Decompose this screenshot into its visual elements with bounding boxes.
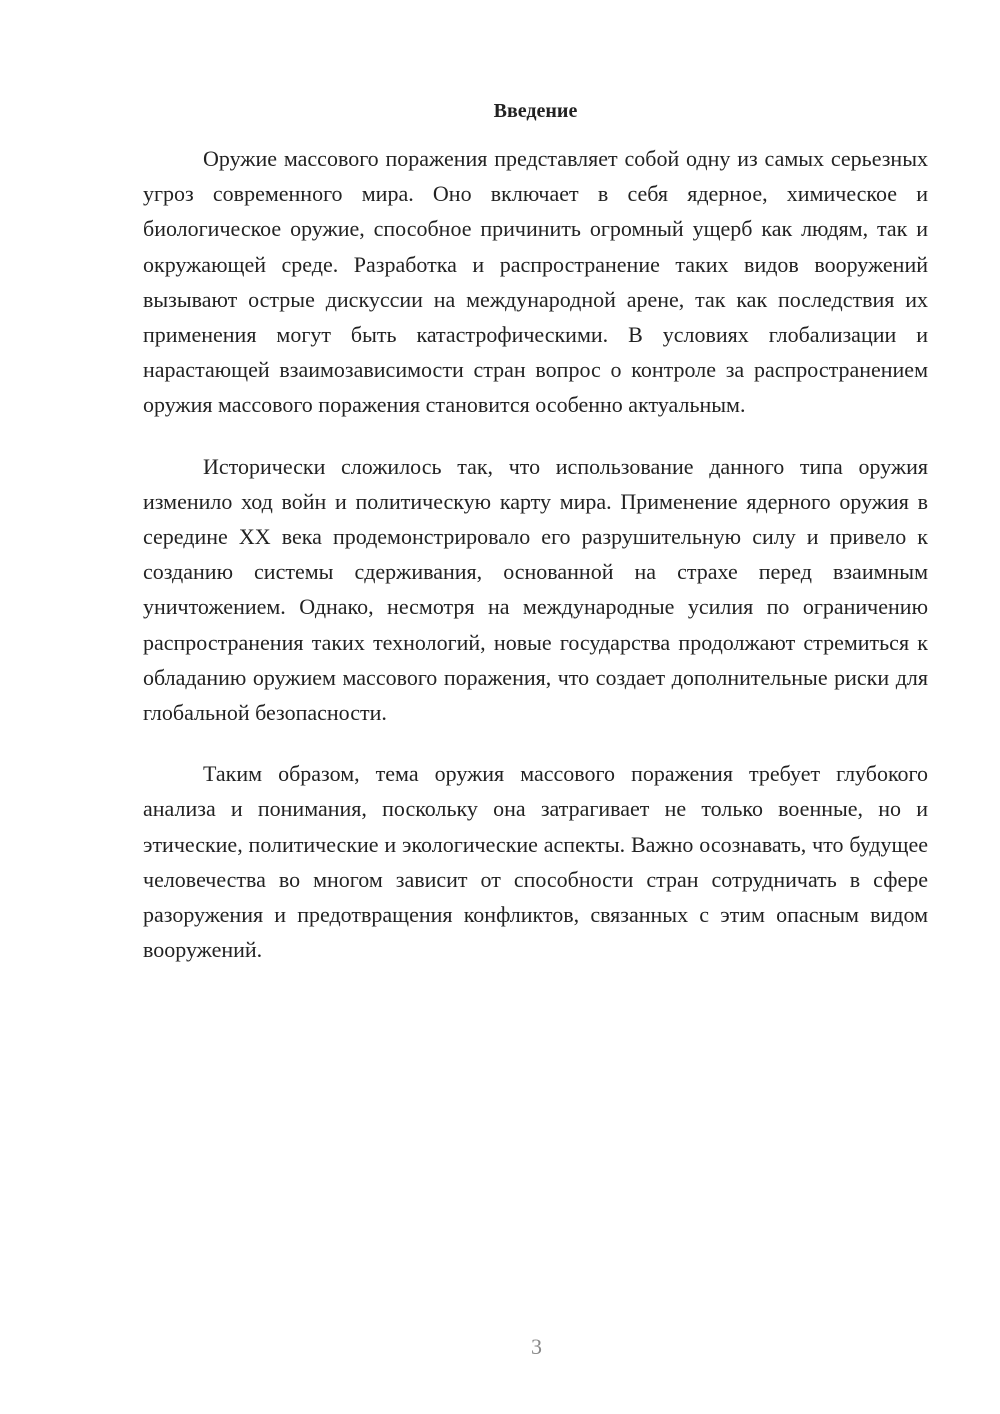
paragraph-1: Оружие массового поражения представляет собой одну из самых серьезных угроз современного мира. Оно включает в себя ядерное, химическое и биологическое оружие, способное причинить огромный ущерб как людям, так и окружающей среде. Разработка и распространение таких видов вооружений вызывают острые дискуссии на международной арене, так как последствия их применения могут быть катастрофическими. В условиях глобализации и нарастающей взаимозависимости стран вопрос о контроле за распространением оружия массового поражения становится особенно актуальным. xyxy=(143,146,928,418)
paragraph-2: Исторически сложилось так, что использование данного типа оружия изменило ход войн и политическую карту мира. Применение ядерного оружия в середине XX века продемонстрировало его разрушительную силу и привело к созданию системы сдерживания, основанной на страхе перед взаимным уничтожением. Однако, несмотря на международные усилия по ограничению распространения таких технологий, новые государства продолжают стремиться к обладанию оружием массового поражения, что создает дополнительные риски для глобальной безопасности. xyxy=(143,453,928,726)
section-heading: Введение xyxy=(493,100,578,122)
page-content xyxy=(143,97,928,993)
page-number: 3 xyxy=(531,1334,542,1359)
paragraph-3: Таким образом, тема оружия массового поражения требует глубокого анализа и понимания, поскольку она затрагивает не только военные, но и этические, политические и экологические аспекты. Важно осознавать, что будущее человечества во многом зависит от способности стран сотрудничать в сфере разоружения и предотвращения конфликтов, связанных с этим опасным видом вооружений. xyxy=(143,761,928,963)
